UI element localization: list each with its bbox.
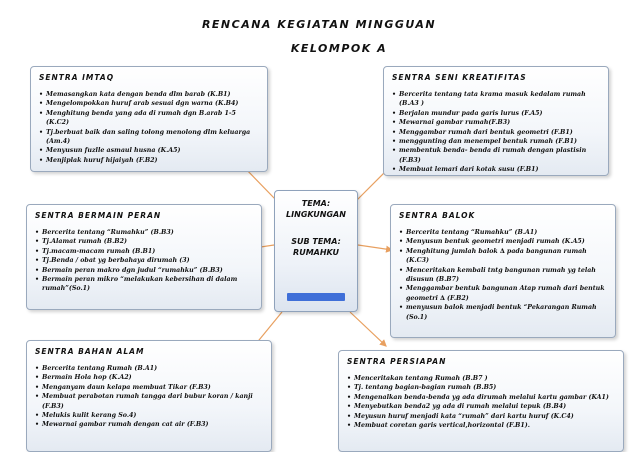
box-sentra-balok [390, 204, 616, 338]
activity-list [31, 90, 267, 165]
list-item: • Menyebutkan benda2 yg ada di rumah melalui tepuk (B.B4) [347, 402, 617, 411]
box-title: SENTRA BAHAN ALAM [35, 347, 145, 356]
activity-list [339, 374, 623, 430]
list-item: • Membuat lemari dari kotak susu (F.B1) [392, 165, 602, 174]
activity-list [384, 90, 608, 175]
list-item: • Menyusun bentuk geometri menjadi rumah (K.A5) [399, 237, 609, 246]
list-item: • Melukis kulit kerang So.4) [35, 411, 265, 420]
activity-list [27, 228, 261, 294]
list-item: • Menceritakan kembali tntg bangunan rumah yg telah disusun (B.B7) [399, 266, 609, 285]
list-item: • Mewarnai gambar rumah dengan cat air (F.B3) [35, 420, 265, 429]
list-item: • Menjiplak huruf hijaiyah (F.B2) [39, 156, 261, 165]
theme-box [274, 190, 358, 312]
list-item: • Bercerita tentang “Rumahku” (B.B3) [35, 228, 255, 237]
list-item: • Bercerita tentang Rumah (B.A1) [35, 364, 265, 373]
list-item: • menggunting dan menempel bentuk rumah (F.B1) [392, 137, 602, 146]
color-bar [287, 293, 345, 301]
box-sentra-imtaq [30, 66, 268, 172]
box-title: SENTRA IMTAQ [39, 73, 115, 82]
list-item: • Tj.berbuat baik dan saling tolong menolong dlm keluarga (Am.4) [39, 128, 261, 147]
page-subtitle: KELOMPOK A [290, 42, 388, 55]
activity-list [391, 228, 615, 322]
list-item: • Bermain Hola hop (K.A2) [35, 373, 265, 382]
list-item: • Bermain peran mikro “melakukan kebersihan di dalam rumah”(So.1) [35, 275, 255, 294]
list-item: • Mengelompokkan huruf arab sesuai dgn warna (K.B4) [39, 99, 261, 108]
list-item: • Tj.Benda / obat yg berbahaya dirumah (3) [35, 256, 255, 265]
box-title: SENTRA PERSIAPAN [347, 357, 447, 366]
list-item: • Menggambar bentuk bangunan Atap rumah dari bentuk geometri ∆ (F.B2) [399, 284, 609, 303]
list-item: • Mengenalkan benda-benda yg ada dirumah melalui kartu gambar (KA1) [347, 393, 617, 402]
list-item: • Berjalan mundur pada garis lurus (F.A5) [392, 109, 602, 118]
list-item: • membentuk benda- benda di rumah dengan plastisin (F.B3) [392, 146, 602, 165]
subtema-label: SUB TEMA: [291, 237, 341, 246]
tema-value: LINGKUNGAN [286, 210, 346, 219]
activity-list [27, 364, 271, 430]
list-item: • Menghitung jumlah balok ∆ pada bangunan rumah (K.C3) [399, 247, 609, 266]
list-item: • Menceritakan tentang Rumah (B.B7 ) [347, 374, 617, 383]
subtema-value: RUMAHKU [293, 248, 339, 257]
list-item: • Menyusun fuzlle asmaul husna (K.A5) [39, 146, 261, 155]
box-sentra-bermain-peran [26, 204, 262, 310]
box-sentra-persiapan [338, 350, 624, 452]
tema-label: TEMA: [301, 199, 331, 208]
box-title: SENTRA BERMAIN PERAN [35, 211, 162, 220]
arrow-to-balok [358, 245, 392, 250]
list-item: • Tj.Alamat rumah (B.B2) [35, 237, 255, 246]
box-sentra-seni-kreatifitas [383, 66, 609, 176]
list-item: • Tj. tentang bagian-bagian rumah (B.B5) [347, 383, 617, 392]
list-item: • Memasangkan kata dengan benda dlm barab (K.B1) [39, 90, 261, 99]
box-sentra-bahan-alam [26, 340, 272, 452]
list-item: • Mewarnai gambar rumah(F.B3) [392, 118, 602, 127]
list-item: • Membuat perabotan rumah tangga dari bubur koran / kanji (F.B3) [35, 392, 265, 411]
arrow-to-persiapan [350, 312, 386, 346]
list-item: • Menganyam daun kelapa membuat Tikar (F.B3) [35, 383, 265, 392]
box-title: SENTRA SENI KREATIFITAS [392, 73, 527, 82]
list-item: • Bercerita tentang “Rumahku” (B.A1) [399, 228, 609, 237]
list-item: • Bermain peran makro dgn judul “rumahku” (B.B3) [35, 266, 255, 275]
list-item: • Bercerita tentang tata krama masuk kedalam rumah (B.A3 ) [392, 90, 602, 109]
list-item: • Membuat coretan garis vertical,horizontal (F.B1). [347, 421, 617, 430]
list-item: • Meyusun huruf menjadi kata “rumah” dari kartu huruf (K.C4) [347, 412, 617, 421]
box-title: SENTRA BALOK [399, 211, 476, 220]
list-item: • menyusun balok menjadi bentuk “Pekarangan Rumah (So.1) [399, 303, 609, 322]
list-item: • Menghitung benda yang ada di rumah dgn B.arab 1-5 (K.C2) [39, 109, 261, 128]
list-item: • Menggambar rumah dari bentuk geometri (F.B1) [392, 128, 602, 137]
list-item: • Tj.macam-macam rumah (B.B1) [35, 247, 255, 256]
page-title: RENCANA KEGIATAN MINGGUAN [201, 18, 437, 31]
